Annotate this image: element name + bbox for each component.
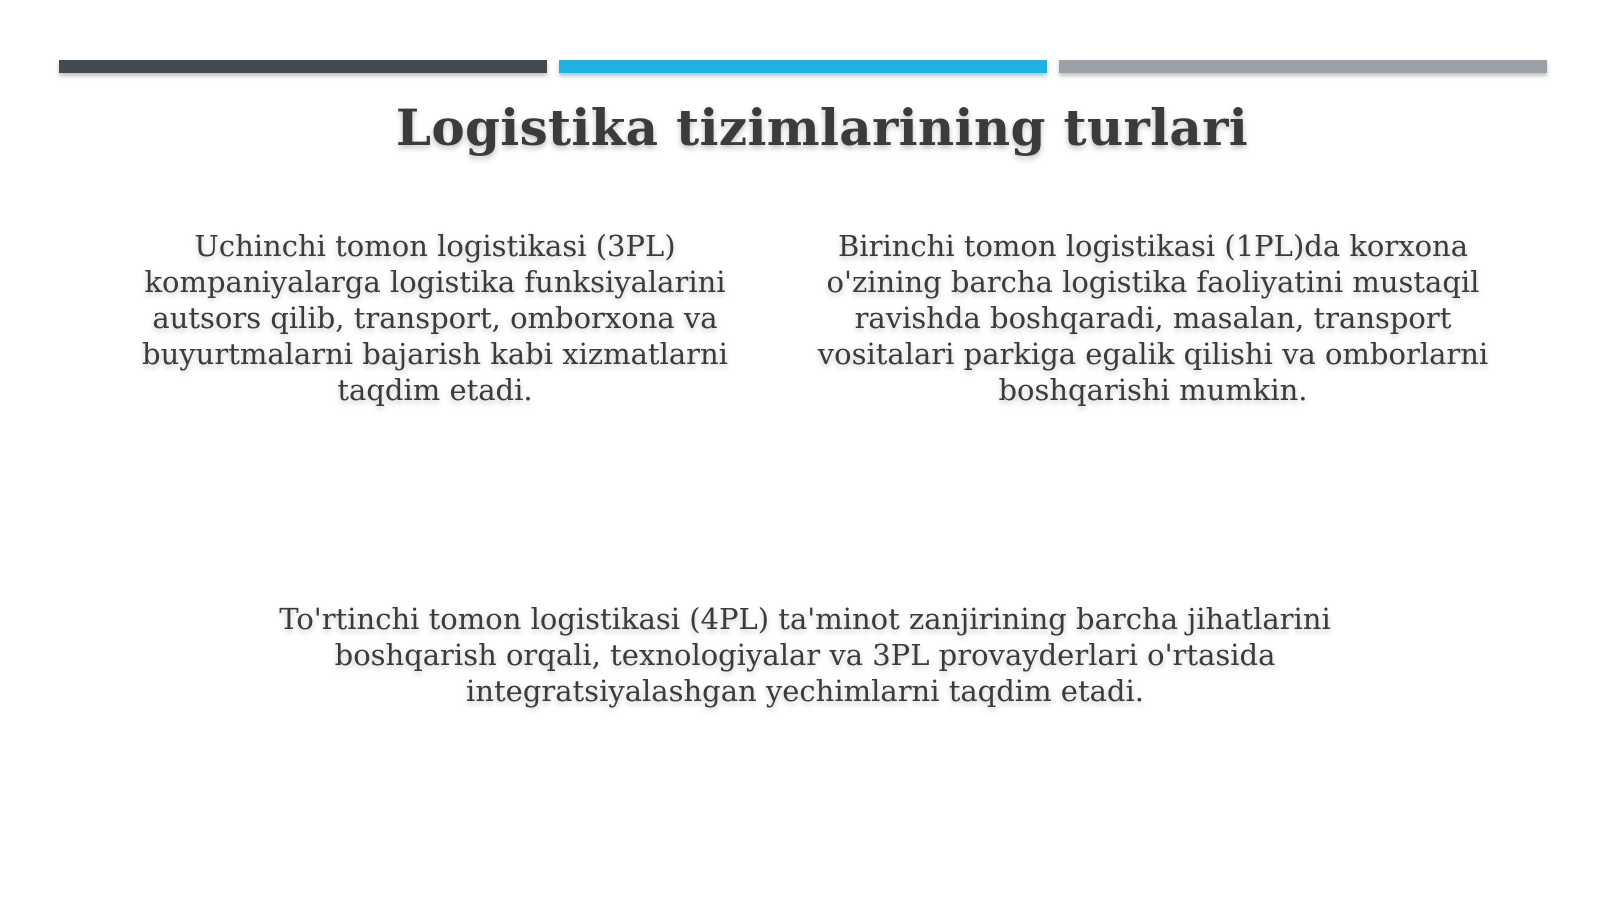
accent-bar-blue [559,60,1047,73]
accent-bar-dark [59,60,547,73]
text-block-1pl: Birinchi tomon logistikasi (1PL)da korxona o'zining barcha logistika faoliyatini mustaqil ravishda boshqaradi, masalan, transport vositalari parkiga egalik qilishi va omborlarni boshqarishi mumkin. [817,229,1489,407]
accent-bar-gray [1059,60,1547,73]
slide-title: Logistika tizimlarining turlari [395,98,1249,157]
text-block-4pl: To'rtinchi tomon logistikasi (4PL) ta'minot zanjirining barcha jihatlarini boshqarish orqali, texnologiyalar va 3PL provayderlari o'rtasida integratsiyalashgan yechimlarni taqdim etadi. [279,602,1331,708]
text-block-3pl: Uchinchi tomon logistikasi (3PL) kompaniyalarga logistika funksiyalarini autsors qilib, transport, omborxona va buyurtmalarni bajarish kabi xizmatlarni taqdim etadi. [142,229,728,407]
